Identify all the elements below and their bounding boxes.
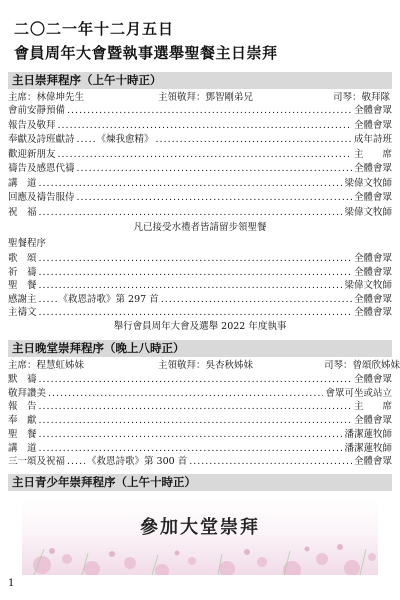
leader-dots: [39, 252, 352, 265]
program-detail: 《煉我愈精》: [96, 134, 154, 145]
program-person: 主 席: [353, 401, 392, 413]
program-item: 禱告及感恩代禱: [8, 163, 75, 174]
leader-dots: [77, 191, 352, 204]
program-item: 奉獻及詩班獻詩: [8, 134, 75, 145]
program-item: 歌 頌: [8, 253, 37, 264]
communion-note: 凡已接受水禮者皆請留步領聖餐: [133, 222, 267, 233]
program-person: 全體會眾: [353, 105, 392, 116]
program-person: 全體會眾: [353, 307, 392, 318]
leader-dots: [77, 162, 352, 175]
page-title: 會員周年大會暨執事選舉聖餐主日崇拜: [14, 44, 278, 62]
leader-dots: [39, 306, 352, 319]
program-person: 主 席: [353, 148, 392, 160]
program-person: 全體會眾: [353, 266, 392, 278]
program-row: [8, 455, 392, 468]
program-person: 全體會眾: [353, 415, 392, 427]
communion-heading: 聖餐程序: [8, 238, 47, 249]
leader-dots: [39, 373, 352, 386]
program-row: [8, 191, 392, 204]
program-row: [8, 162, 392, 175]
program-person: 梁偉文牧師: [344, 206, 392, 218]
leader-dots: [39, 414, 352, 427]
program-person: 梁偉文牧師: [344, 280, 392, 291]
leader-dots: [189, 455, 352, 468]
program-item: 祈 禱: [8, 266, 37, 278]
program-row: [8, 293, 392, 306]
morning-organist: 司琴：敬拜隊: [333, 92, 391, 103]
leader-dots: [58, 119, 352, 132]
program-item: 聖 餐: [8, 280, 37, 291]
leader-dots: [39, 428, 343, 441]
date: 二〇二一年十二月五日: [14, 20, 175, 38]
program-person: 全體會眾: [353, 456, 392, 468]
program-person: 潘潔蓮牧師: [344, 428, 392, 440]
program-person: 全體會眾: [353, 253, 392, 264]
program-row: [8, 442, 392, 455]
leader-dots: [39, 293, 57, 306]
leader-dots: [39, 266, 352, 279]
program-person: 潘潔蓮牧師: [344, 442, 392, 454]
leader-dots: [77, 133, 95, 146]
leader-dots: [39, 206, 343, 219]
leader-dots: [39, 400, 352, 413]
program-item: 會前安靜預備: [8, 105, 66, 116]
leader-dots: [39, 279, 343, 292]
program-row: [8, 279, 392, 292]
youth-section-header: 主日青少年崇拜程序（上午十時正）: [8, 474, 392, 491]
page-number: 1: [8, 578, 15, 589]
program-item: 講 道: [8, 177, 37, 189]
evening-roles: [8, 359, 400, 372]
leader-dots: [39, 442, 343, 455]
evening-presider: 主席：程慧虹姊妹: [8, 360, 85, 371]
program-item: 主禱文: [8, 307, 37, 318]
leader-dots: [156, 133, 352, 146]
program-row: [8, 252, 392, 265]
program-person: 梁偉文牧師: [344, 177, 392, 189]
morning-leader: 主領敬拜：鄧智剛弟兄: [158, 92, 254, 103]
program-detail: 《救恩詩歌》第 300 首: [87, 456, 188, 468]
leader-dots: [39, 177, 343, 190]
program-item: 默 禱: [8, 374, 37, 385]
leader-dots: [58, 148, 352, 161]
program-person: 全體會眾: [353, 119, 392, 131]
morning-roles: [8, 91, 392, 104]
program-row: [8, 206, 392, 219]
program-item: 感謝主: [8, 293, 37, 305]
program-person: 全體會眾: [353, 163, 392, 174]
program-person: 全體會眾: [353, 374, 392, 385]
program-row: [8, 373, 392, 386]
program-item: 報 告: [8, 401, 37, 413]
program-person: 會眾可坐或站立: [325, 387, 392, 399]
program-row: [8, 177, 392, 190]
leader-dots: [48, 387, 323, 400]
leader-dots: [67, 104, 352, 117]
program-row: [8, 428, 392, 441]
program-row: [8, 148, 392, 161]
program-item: 回應及禱告服侍: [8, 192, 75, 203]
program-row: [8, 306, 392, 319]
program-row: [8, 387, 392, 400]
program-item: 敬拜讚美: [8, 387, 47, 399]
program-row: [8, 119, 392, 132]
morning-presider: 主席：林偉坤先生: [8, 92, 85, 103]
program-item: 三一頌及祝福: [8, 456, 66, 468]
program-row: [8, 414, 392, 427]
leader-dots: [161, 293, 352, 306]
program-item: 聖 餐: [8, 428, 37, 440]
program-row: [8, 133, 392, 146]
meeting-note: 舉行會員周年大會及選舉 2022 年度執事: [113, 321, 287, 332]
banner-text: 參加大堂崇拜: [140, 517, 260, 538]
youth-banner: [22, 499, 378, 575]
program-item: 報告及敬拜: [8, 119, 56, 131]
program-row: [8, 104, 392, 117]
program-item: 奉 獻: [8, 415, 37, 427]
evening-organist: 司琴：曾頌欣姊妹: [324, 360, 400, 371]
morning-section-header: 主日崇拜程序（上午十時正）: [8, 72, 392, 89]
program-person: 全體會眾: [353, 192, 392, 203]
program-row: [8, 400, 392, 413]
program-item: 講 道: [8, 442, 37, 454]
program-person: 全體會眾: [353, 293, 392, 305]
program-row: [8, 266, 392, 279]
leader-dots: [67, 455, 85, 468]
program-person: 成年詩班: [353, 134, 392, 145]
evening-section-header: 主日晚堂崇拜程序（晚上八時正）: [8, 340, 392, 357]
program-item: 祝 福: [8, 206, 37, 218]
program-item: 歡迎新朋友: [8, 148, 56, 160]
evening-leader: 主領敬拜：吳杏秋姊妹: [158, 360, 254, 371]
program-detail: 《救恩詩歌》第 297 首: [58, 293, 159, 305]
